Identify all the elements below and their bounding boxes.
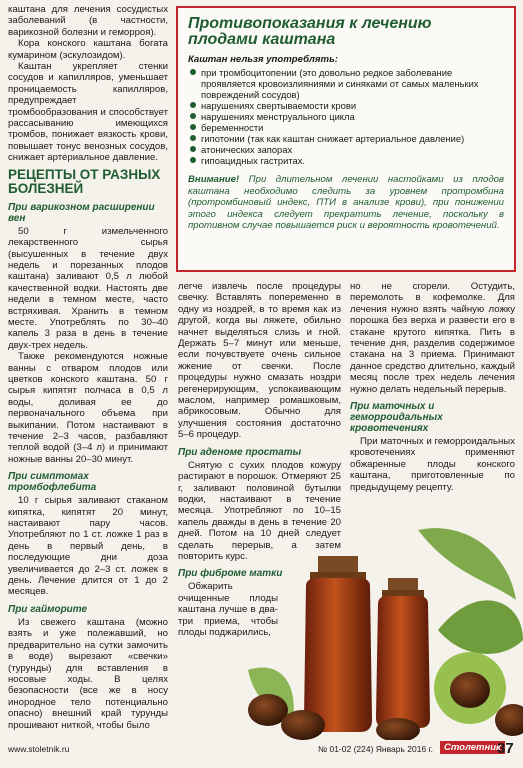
- paragraph: каштана для лечения сосудистых заболеваний (в частности, варикозной болезни и геморроя).: [8, 4, 168, 38]
- right-column: [350, 281, 515, 493]
- paragraph: 10 г сырья заливают стаканом кипятка, кипятят 20 минут, настаивают пару часов. Употребляют по 1 ст. ложке 1 раз в день в первый день, в последующие дни доза увеличивается до 2–3 ст. ложек в день. Лечение длится от 1 до 2 месяцев.: [8, 495, 168, 598]
- paragraph: При маточных и геморроидальных кровотечениях применяют обжаренные плоды конского каштана, приготовленные по предыдущему рецепту.: [350, 436, 515, 493]
- paragraph: 50 г измельченного лекарственного сырья (высушенных в течение двух недель и порезанных плодов каштана) заливают 0,5 л любой качественной водки. Настоять две недели в темном месте, часто встряхивая. Хранить в темном месте. Употреблять по 30–40 капель 3 раза в день в течение двух-трех недель.: [8, 225, 168, 351]
- chestnut-shape: [281, 710, 325, 740]
- list-item: при тромбоцитопении (это довольно редкое заболевание проявляется кровоизлияниями и синяками от самых маленьких повреждений сосудов): [190, 67, 504, 100]
- chestnut-bottles-photo: [248, 520, 523, 740]
- bottle-shape: [304, 578, 372, 732]
- paragraph: Из свежего каштана (можно взять и уже полежавший, но предварительно на сутки замочить в воде) вырезают «свечки» (турунды) для вставления в носовые ходы. В целях безопасности (все же в носу инородное тело потенциально опасно) внешний край турунды прошивают ниткой, чтобы было: [8, 616, 168, 731]
- warning-note: [188, 174, 504, 232]
- subheading-bleeding: При маточных и геморроидальных кровотечениях: [350, 401, 443, 435]
- box-lead: Каштан нельзя употреблять:: [188, 54, 338, 65]
- list-item: гипотонии (так как каштан снижает артериальное давление): [190, 133, 504, 144]
- bullet-icon: [190, 135, 196, 141]
- list-item: атонических запорах: [190, 144, 504, 155]
- footer-issue: № 01-02 (224) Январь 2016 г.: [318, 744, 433, 754]
- subheading-thrombophlebitis: При симптомах тромбофлебита: [8, 471, 97, 494]
- paragraph: Обжарить очищенные плоды каштана лучше в два-три приема, чтобы плоды поджарились,: [178, 581, 278, 638]
- bullet-icon: [190, 146, 196, 152]
- chestnut-shape: [450, 672, 490, 708]
- list-item: нарушениях свертываемости крови: [190, 100, 504, 111]
- leaf-shape: [418, 528, 516, 600]
- bullet-icon: [190, 69, 196, 75]
- warning-text: При длительном лечении настойками из плодов каштана необходимо следить за уровнем протромбина (протромбиновый индекс, ПТИ в анализе крови), при понижении этого индекса следует прекратить лечение, поскольку в противном случае повышается риск и вероятность кровотечений.: [188, 174, 504, 231]
- bottle-shape: [376, 596, 430, 728]
- subheading-adenoma: При аденоме простаты: [178, 446, 302, 458]
- list-item: беременности: [190, 122, 504, 133]
- paragraph: Также рекомендуются ножные ванны с отваром плодов или цветков конского каштана. 50 г сырья кипятят полчаса в 0,5 л воды, доливая ее до первоначального объема при выкипании. Потом настаивают в течение 2–3 часов, разбавляют теплой водой (3–4 л) и принимают ножные ванны 20–30 минут.: [8, 351, 168, 465]
- subheading-varicose: При варикозном расширении вен: [8, 201, 155, 224]
- footer-site: www.stoletnik.ru: [8, 744, 70, 754]
- warning-label: Внимание!: [188, 174, 240, 185]
- contraindications-list: [178, 67, 514, 166]
- section-heading: РЕЦЕПТЫ ОТ РАЗНЫХ БОЛЕЗНЕЙ: [8, 166, 161, 196]
- page-number: 37: [497, 740, 514, 757]
- list-item: нарушениях менструального цикла: [190, 111, 504, 122]
- list-item: гипоацидных гастритах.: [190, 155, 504, 166]
- paragraph: легче извлечь после процедуры свечку. Вставлять попеременно в одну из ноздрей, в то время как из другой, когда вы ляжете, обильно начнет выделяться слизь и гной. Держать 5–7 минут или меньше, если почувствуете очень сильное жжение от свечки. После процедуры нужно смазать ноздри регенерирующим, успокаивающим маслом, например ромашковым, абрикосовым. Обычно для улучшения состояния достаточно 5–6 процедур.: [178, 281, 341, 441]
- paragraph: но не сгорели. Остудить, перемолоть в кофемолке. Для лечения нужно взять чайную ложку порошка без верха и развести его в стакане крутого кипятка. Пить в течение дня, разделив содержимое стакана на 3 приема. Принимают данное средство длительно, каждый месяц после трех недель лечения нужно делать недельный перерыв.: [350, 281, 515, 395]
- cork-shape: [318, 556, 358, 574]
- bullet-icon: [190, 113, 196, 119]
- paragraph: Кора конского каштана богата кумарином (эскулозидом).: [8, 38, 168, 61]
- cork-shape: [388, 578, 418, 592]
- box-title: Противопоказания к лечению плодами каштана: [188, 15, 432, 48]
- left-column: [8, 4, 168, 731]
- leaf-shape: [438, 600, 523, 654]
- bullet-icon: [190, 102, 196, 108]
- contraindications-box: [176, 6, 516, 272]
- brand-logo: Столетник: [440, 741, 505, 754]
- paragraph: Снятую с сухих плодов кожуру растирают в порошок. Отмеряют 25 г, заливают половиной бутылки водки, настаивают в течение месяца. Употребляют по 10–15 капель дважды в день в течение 20 дней. Потом на 10 дней следует сделать перерыв, а затем повторить курс.: [178, 459, 341, 562]
- subheading-sinusitis: При гайморите: [8, 603, 88, 615]
- subheading-fibroma: При фиброме матки: [178, 568, 283, 580]
- bullet-icon: [190, 157, 196, 163]
- paragraph: Каштан укрепляет стенки сосудов и капилляров, уменьшает проницаемость капилляров, предупреждает тромбообразования и способствует рассасыванию имеющихся тромбов, понижает вязкость крови, повышает тонус венозных сосудов, снижает артериальное давление.: [8, 61, 168, 164]
- bullet-icon: [190, 124, 196, 130]
